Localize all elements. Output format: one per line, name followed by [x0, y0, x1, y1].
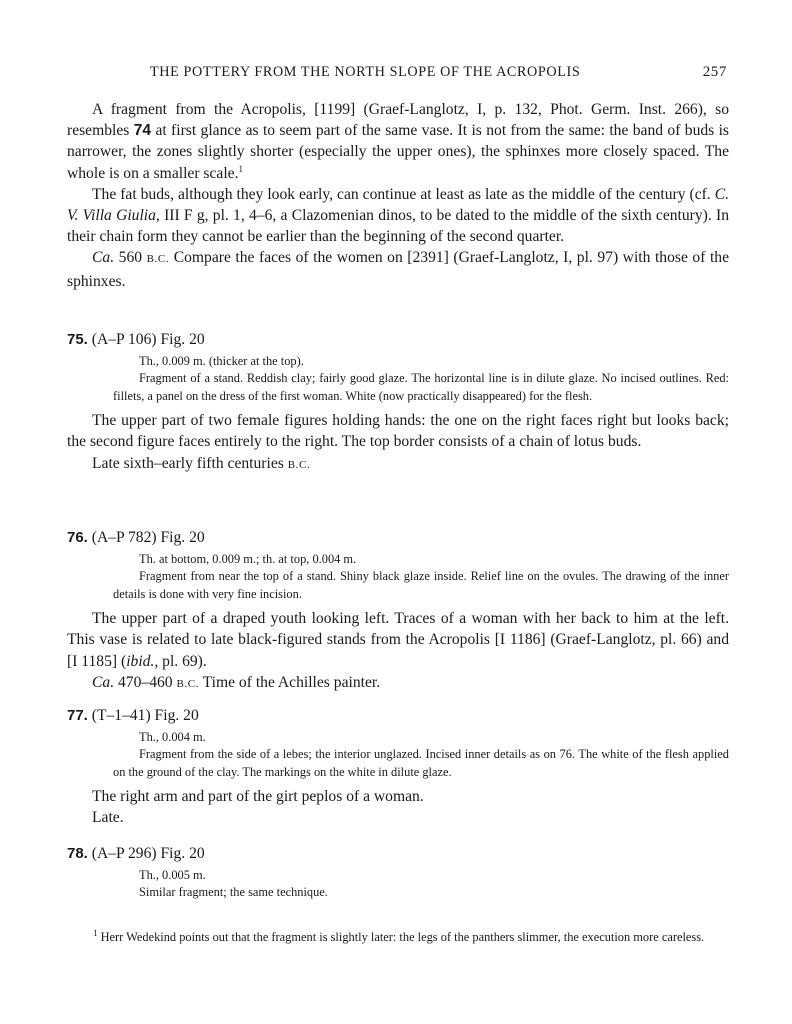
- entry-heading: [67, 527, 729, 548]
- entry-measure: Th. at bottom, 0.009 m.; th. at top, 0.004 m.: [139, 552, 357, 566]
- entry-details: Similar fragment; the same technique.: [139, 885, 328, 900]
- entry-technical-notes: [113, 867, 729, 902]
- entry-heading: [67, 329, 729, 350]
- page-number: 257: [702, 64, 727, 80]
- entry-measure: Th., 0.009 m. (thicker at the top).: [139, 354, 304, 368]
- entry-technical-notes: [113, 551, 729, 603]
- footnote-number: 1: [93, 927, 98, 938]
- entry-number: 75.: [67, 331, 88, 348]
- footnote-marker: 1: [238, 163, 243, 174]
- entry-technical-notes: [113, 353, 729, 405]
- entry-heading: [67, 843, 729, 864]
- catalogue-entry-77: [67, 705, 729, 829]
- catalogue-entry-75: [67, 329, 729, 476]
- catalogue-reference: 74: [133, 122, 152, 140]
- entry-description: The upper part of two female figures holding hands: the one on the right faces right but looks back; the second figure faces entirely to the right. The top border consists of a chain of lotus buds.: [67, 412, 729, 451]
- entry-details: Fragment of a stand. Reddish clay; fairly good glaze. The horizontal line is in dilute glaze. No incised outlines. Red: fillets, a panel on the dress of the first woman. White (now practically disappeared) for the flesh.: [113, 371, 729, 403]
- entry-details: Fragment from the side of a lebes; the interior unglazed. Incised inner details as on 76. The white of the flesh applied on the ground of the clay. The markings on the white in dilute glaze.: [113, 747, 729, 779]
- entry-number: 76.: [67, 529, 88, 546]
- entry-number: 78.: [67, 845, 88, 862]
- intro-paragraph-1: A fragment from the Acropolis, [1199] (Graef-Langlotz, I, p. 132, Phot. Germ. Inst. 266), so resembles 74 at first glance as to seem part of the same vase. It is not from the same: the band of buds is narrower, the zones slightly shorter (especially the upper ones), the sphinxes more closely spaced. The whole is on a smaller scale.$^1$: [67, 101, 729, 182]
- entry-measure: Th., 0.004 m.: [139, 730, 206, 744]
- entry-reference: (A–P 296) Fig. 20: [91, 845, 205, 862]
- entry-reference: (T–1–41) Fig. 20: [91, 707, 199, 724]
- entry-details: Fragment from near the top of a stand. Shiny black glaze inside. Relief line on the ovules. The drawing of the inner details is done with very fine incision.: [113, 569, 729, 601]
- intro-paragraph-2: The fat buds, although they look early, can continue at least as late as the middle of the century (cf. C. V. Villa Giulia, III F g, pl. 1, 4–6, a Clazomenian dinos, to be dated to the middle of the sixth century). In their chain form they cannot be earlier than the beginning of the second quarter.: [67, 185, 729, 246]
- entry-description: The upper part of a draped youth looking left. Traces of a woman with her back to him at the left. This vase is related to late black-figured stands from the Acropolis [I 1186] (Graef-Langlotz, pl. 66) and [I 1185] (ibid., pl. 69).: [67, 610, 729, 670]
- footnote-text: Herr Wedekind points out that the fragment is slightly later: the legs of the panthers slimmer, the execution more careless.: [97, 930, 705, 944]
- intro-section: [67, 99, 729, 292]
- entry-reference: (A–P 106) Fig. 20: [91, 331, 205, 348]
- running-title: THE POTTERY FROM THE NORTH SLOPE OF THE ACROPOLIS: [150, 64, 581, 80]
- entry-heading: [67, 705, 729, 726]
- catalogue-entry-76: [67, 527, 729, 695]
- entry-date: Late sixth–early fifth centuries B.C.: [92, 454, 311, 472]
- entry-measure: Th., 0.005 m.: [139, 868, 206, 882]
- entry-reference: (A–P 782) Fig. 20: [91, 529, 205, 546]
- catalogue-entry-78: [67, 843, 729, 902]
- entry-technical-notes: [113, 729, 729, 781]
- entry-date: Late.: [92, 809, 124, 827]
- intro-paragraph-3: Ca. 560 B.C. Compare the faces of the women on [2391] (Graef-Langlotz, I, pl. 97) with those of the sphinxes.: [67, 249, 729, 290]
- running-header: [67, 64, 729, 86]
- entry-date: Ca. 470–460 B.C. Time of the Achilles painter.: [92, 673, 381, 691]
- entry-description: The right arm and part of the girt peplos of a woman.: [92, 788, 424, 806]
- footnote: [67, 929, 729, 946]
- entry-number: 77.: [67, 707, 88, 724]
